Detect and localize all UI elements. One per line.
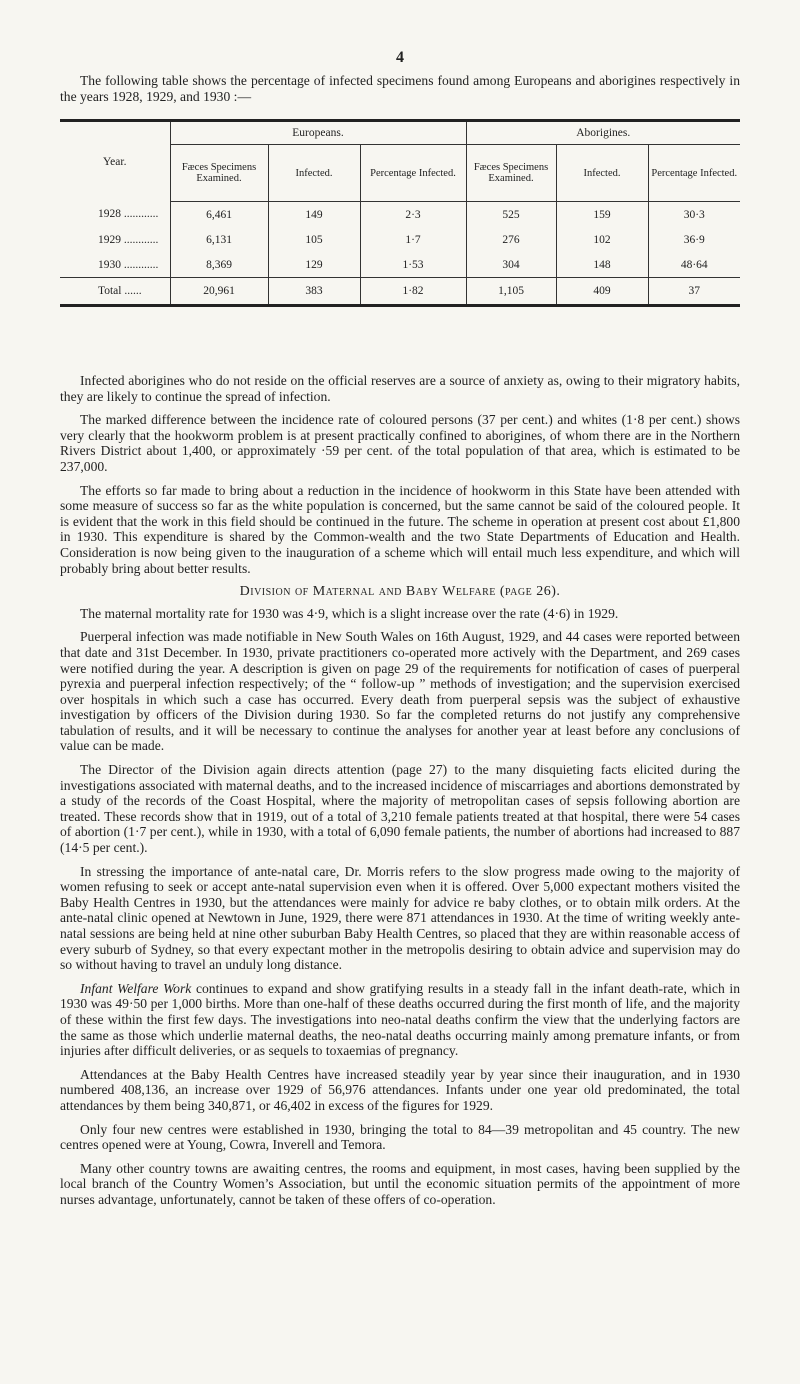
eu-examined-header: Fæces Specimens Examined.	[170, 145, 268, 202]
year-cell: 1930 ............	[98, 258, 159, 271]
table-row	[60, 202, 740, 228]
aborigines-header: Aborigines.	[466, 122, 740, 145]
table-cell: 159	[556, 202, 648, 228]
body-text	[60, 373, 740, 1216]
table-cell: 6,131	[170, 227, 268, 252]
table-cell: 276	[466, 227, 556, 252]
table-cell: 20,961	[170, 278, 268, 306]
table-cell: 48·64	[648, 252, 740, 278]
intro-paragraph: The following table shows the percentage of infected specimens found among Europeans and aborigines respectively in the years 1928, 1929, and 1930 :—	[60, 73, 740, 104]
paragraph-puerperal: Puerperal infection was made notifiable in New South Wales on 16th August, 1929, and 44 cases were reported between that date and 31st December. In 1930, private practitioners co-operated more actively with the Department, and 269 cases were notified during the year. A description is given on page 29 of the requirements for notification of cases of puerperal pyrexia and puerperal infection respectively; of the “ follow-up ” methods of investigation; and the supervision exercised over hospitals in which such a case has occurred. Every death from puerperal sepsis was the subject of exhaustive investigation by officers of the Division during 1930. So far the completed returns do not justify any comprehensive tabulation of results, and it will be necessary to continue the analyses for another year at least before any conclusions of value can be made.	[60, 629, 740, 754]
table-cell: 129	[268, 252, 360, 278]
table-cell: 36·9	[648, 227, 740, 252]
table-cell: 102	[556, 227, 648, 252]
paragraph-new-centres: Only four new centres were established in 1930, bringing the total to 84—39 metropolitan and 45 country. The new centres opened were at Young, Cowra, Inverell and Temora.	[60, 1121, 740, 1153]
paragraph-infant-welfare	[60, 981, 740, 1059]
ab-percentage-header: Percentage Infected.	[648, 145, 740, 202]
table-cell: 30·3	[648, 202, 740, 228]
paragraph-director: The Director of the Division again directs attention (page 27) to the many disquieting facts elicited during the investigations associated with maternal deaths, and to the increased incidence of miscarriages and abortions demonstrated by a study of the records of the Coast Hospital, where the majority of metropolitan cases of sepsis following abortion are treated. These records show that in 1919, out of a total of 3,210 female patients treated at that hospital, there were 54 cases of abortion (1·7 per cent.), while in 1930, with a total of 6,090 female patients, the number of abortions had increased to 887 (14·5 per cent.).	[60, 762, 740, 856]
table-cell: 105	[268, 227, 360, 252]
page-number: 4	[396, 49, 404, 66]
table-cell: 1,105	[466, 278, 556, 306]
total-row	[60, 278, 740, 306]
year-header: Year.	[103, 155, 127, 168]
year-cell: 1928 ............	[98, 208, 159, 221]
infant-welfare-lead: Infant Welfare Work	[80, 980, 192, 996]
table-row	[60, 227, 740, 252]
table-cell: 304	[466, 252, 556, 278]
eu-infected-header: Infected.	[268, 145, 360, 202]
table-cell: 383	[268, 278, 360, 306]
table-cell: 1·7	[360, 227, 466, 252]
infant-welfare-text: continues to expand and show gratifying results in a steady fall in the infant death-rate, which in 1930 was 49·50 per 1,000 births. More than one-half of these deaths occurred during the first month of life, and the majority of these within the first few days. The investigations into neo-natal deaths confirm the view that the underlying factors are the same as those which underlie maternal deaths, the neo-natal deaths occurring mainly among premature infants, or from injuries after difficult deliveries, or as sequels to toxaemias of pregnancy.	[60, 980, 740, 1059]
table-cell: 1·53	[360, 252, 466, 278]
europeans-header: Europeans.	[170, 122, 466, 145]
table-cell: 148	[556, 252, 648, 278]
paragraph-migratory: Infected aborigines who do not reside on the official reserves are a source of anxiety as, owing to their migratory habits, they are likely to continue the spread of infection.	[60, 373, 740, 404]
ab-infected-header: Infected.	[556, 145, 648, 202]
section-heading: Division of Maternal and Baby Welfare (page 26).	[239, 584, 561, 600]
paragraph-country-towns: Many other country towns are awaiting centres, the rooms and equipment, in most cases, having been supplied by the local branch of the Country Women’s Association, but until the economic situation permits of the appointment of more nurses advantage, unfortunately, cannot be taken of these offers of co-operation.	[60, 1160, 740, 1207]
infection-table	[60, 119, 740, 307]
total-label: Total ......	[60, 278, 170, 306]
table-cell: 409	[556, 278, 648, 306]
paragraph-incidence: The marked difference between the incidence rate of coloured persons (37 per cent.) and whites (1·8 per cent.) shows very clearly that the hookworm problem is at present practically confined to aborigines, of whom there are in the Northern Rivers District about 1,400, or approximately ·59 per cent. of the total population of that area, which is estimated to be 237,000.	[60, 412, 740, 474]
paragraph-maternal-mortality: The maternal mortality rate for 1930 was 4·9, which is a slight increase over the rate (4·6) in 1929.	[80, 605, 619, 621]
table-cell: 8,369	[170, 252, 268, 278]
table-cell: 2·3	[360, 202, 466, 228]
table-cell: 149	[268, 202, 360, 228]
table-cell: 6,461	[170, 202, 268, 228]
table-cell: 37	[648, 278, 740, 306]
paragraph-attendances: Attendances at the Baby Health Centres have increased steadily year by year since their inauguration, and in 1930 numbered 408,136, an increase over 1929 of 56,976 attendances. Infants under one year old predominated, the total attendances by them being 340,871, or 46,402 in excess of the figures for 1929.	[60, 1066, 740, 1113]
table-row	[60, 252, 740, 278]
ab-examined-header: Fæces Specimens Examined.	[466, 145, 556, 202]
paragraph-ante-natal: In stressing the importance of ante-natal care, Dr. Morris refers to the slow progress made owing to the majority of women refusing to seek or accept ante-natal supervision even when it is offered. Over 5,000 expectant mothers visited the Baby Health Centres in 1930, but the attendances were mainly for advice re baby clothes, or to obtain milk orders. At the ante-natal clinic opened at Newtown in June, 1929, there were 871 attendances in 1930. At the time of writing weekly ante-natal sessions are being held at nine other suburban Baby Health Centres, so placed that they are within reasonable access of every suburb of Sydney, so that every expectant mother in the metropolis desiring to obtain advice and supervision may do so without having to travel an unduly long distance.	[60, 863, 740, 973]
paragraph-efforts: The efforts so far made to bring about a reduction in the incidence of hookworm in this State have been attended with some measure of success so far as the white population is concerned, but the same cannot be said of the coloured people. It is evident that the work in this field should be continued in the future. The scheme in operation at present cost about £1,800 in 1930. This expenditure is shared by the Common-wealth and the two State Departments of Education and Health. Consideration is now being given to the inauguration of a scheme which will entail much less expenditure, and which will probably bring about better results.	[60, 482, 740, 576]
eu-percentage-header: Percentage Infected.	[360, 145, 466, 202]
table-cell: 1·82	[360, 278, 466, 306]
year-cell: 1929 ............	[98, 233, 159, 246]
table-cell: 525	[466, 202, 556, 228]
